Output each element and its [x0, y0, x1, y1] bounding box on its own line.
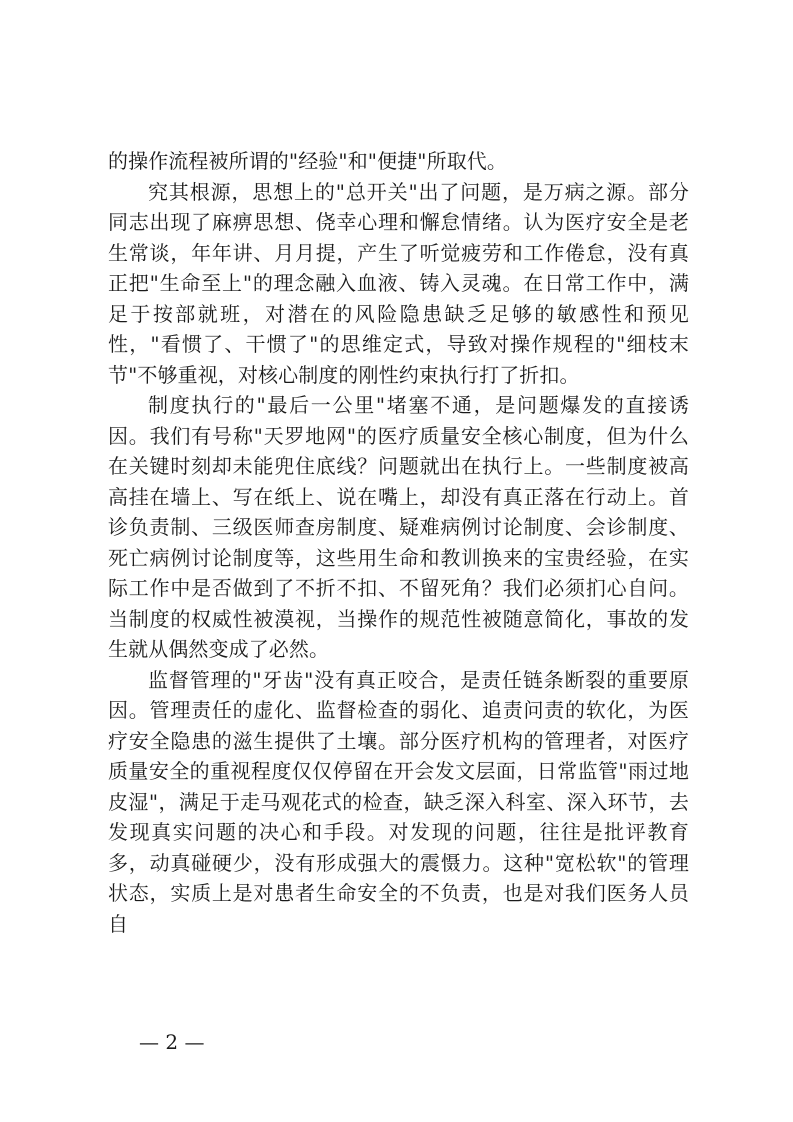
- body-text: [108, 146, 689, 939]
- paragraph-ideology: 究其根源，思想上的"总开关"出了问题，是万病之源。部分同志出现了麻痹思想、侥幸心理和懈怠情绪。认为医疗安全是老生常谈，年年讲、月月提，产生了听觉疲劳和工作倦怠，没有真正把"生命至上"的理念融入血液、铸入灵魂。在日常工作中，满足于按部就班，对潜在的风险隐患缺乏足够的敏感性和预见性，"看惯了、干惯了"的思维定式，导致对操作规程的"细枝末节"不够重视，对核心制度的刚性约束执行打了折扣。: [108, 179, 689, 387]
- paragraph-system-execution: 制度执行的"最后一公里"堵塞不通，是问题爆发的直接诱因。我们有号称"天罗地网"的医疗质量安全核心制度，但为什么在关键时刻却未能兜住底线？问题就出在执行上。一些制度被高高挂在墙上、写在纸上、说在嘴上，却没有真正落在行动上。首诊负责制、三级医师查房制度、疑难病例讨论制度、会诊制度、死亡病例讨论制度等，这些用生命和教训换来的宝贵经验，在实际工作中是否做到了不折不扣、不留死角？我们必须扪心自问。当制度的权威性被漠视，当操作的规范性被随意简化，事故的发生就从偶然变成了必然。: [108, 393, 689, 661]
- page-number: — 2 —: [139, 1030, 205, 1054]
- paragraph-continuation: 的操作流程被所谓的"经验"和"便捷"所取代。: [108, 149, 507, 173]
- paragraph-supervision: 监督管理的"牙齿"没有真正咬合，是责任链条断裂的重要原因。管理责任的虚化、监督检查的弱化、追责问责的软化，为医疗安全隐患的滋生提供了土壤。部分医疗机构的管理者，对医疗质量安全的重视程度仅仅停留在开会发文层面，日常监管"雨过地皮湿"，满足于走马观花式的检查，缺乏深入科室、深入环节，去发现真实问题的决心和手段。对发现的问题，往往是批评教育多，动真碰硬少，没有形成强大的震慑力。这种"宽松软"的管理状态，实质上是对患者生命安全的不负责，也是对我们医务人员自: [108, 667, 689, 936]
